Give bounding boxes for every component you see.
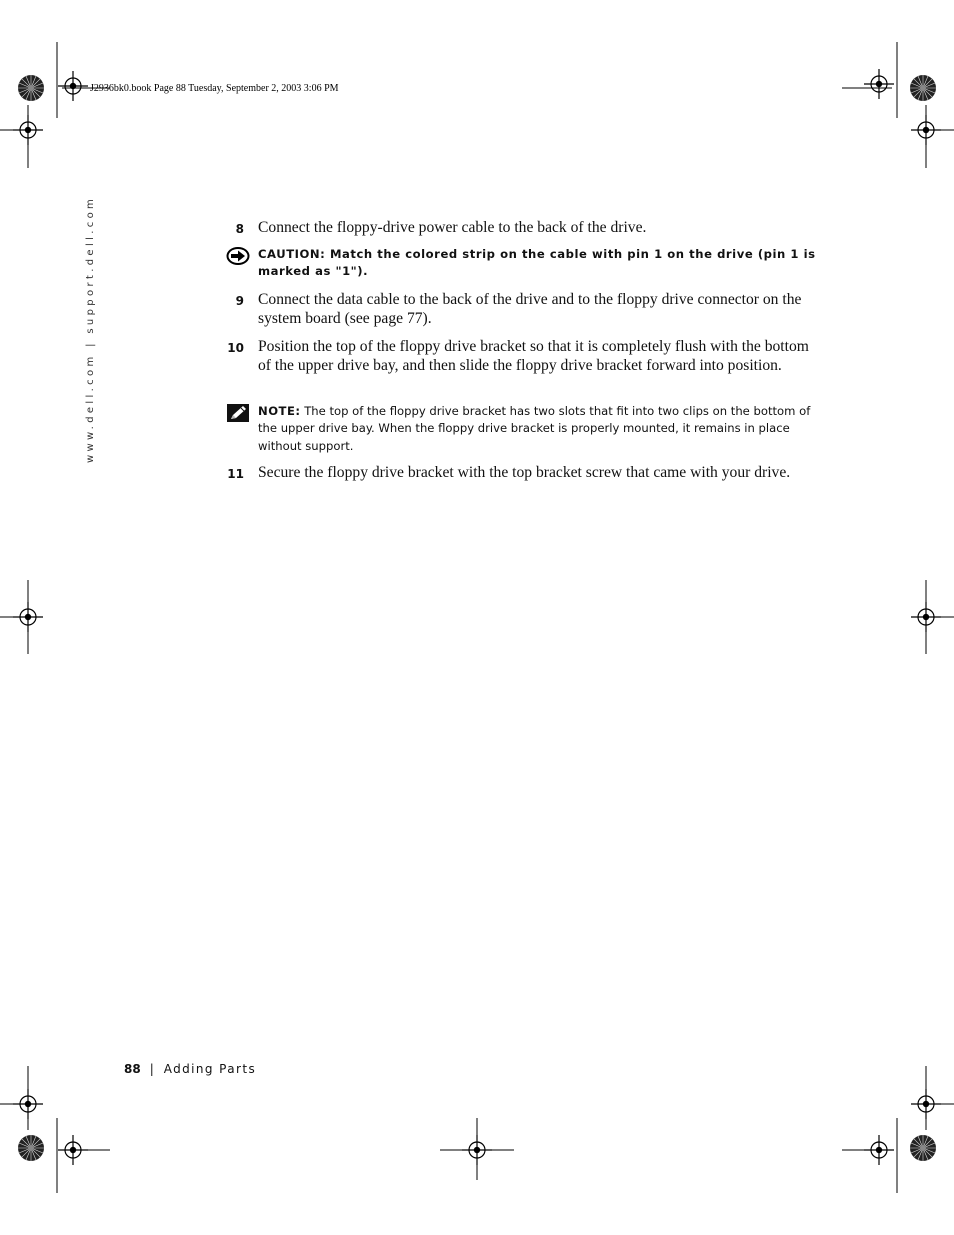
note-text: The top of the floppy drive bracket has two slots that fit into two clips on the bottom of the upper drive bay. When the floppy drive bracket is properly mounted, it remains in place without support. xyxy=(258,404,811,453)
step-number: 9 xyxy=(235,294,244,308)
step-text: Connect the data cable to the back of the drive and to the floppy drive connector on the system board (see page 77). xyxy=(258,291,802,327)
note-body xyxy=(258,403,818,455)
footer-separator: | xyxy=(149,1062,154,1076)
step-number: 11 xyxy=(227,467,244,481)
side-url: www.dell.com | support.dell.com xyxy=(85,195,96,463)
section-title: Adding Parts xyxy=(163,1062,257,1076)
step-number: 10 xyxy=(227,341,244,355)
page-number: 88 xyxy=(124,1062,141,1076)
note-pencil-icon xyxy=(226,403,250,428)
step-number: 8 xyxy=(235,222,244,236)
page-footer xyxy=(124,1062,256,1076)
note-label: NOTE: xyxy=(258,404,301,418)
step-text: Connect the floppy-drive power cable to the back of the drive. xyxy=(258,219,647,236)
step-text: Position the top of the floppy drive bracket so that it is completely flush with the bottom of the upper drive bay, and then slide the floppy drive bracket forward into position. xyxy=(258,338,809,374)
step-text: Secure the floppy drive bracket with the top bracket screw that came with your drive. xyxy=(258,464,791,481)
caution-arrow-icon xyxy=(226,246,250,271)
caution-text: CAUTION: Match the colored strip on the cable with pin 1 on the drive (pin 1 is marked as "1"). xyxy=(258,247,816,279)
print-slug: J2936bk0.book Page 88 Tuesday, September 2, 2003 3:06 PM xyxy=(90,83,339,94)
